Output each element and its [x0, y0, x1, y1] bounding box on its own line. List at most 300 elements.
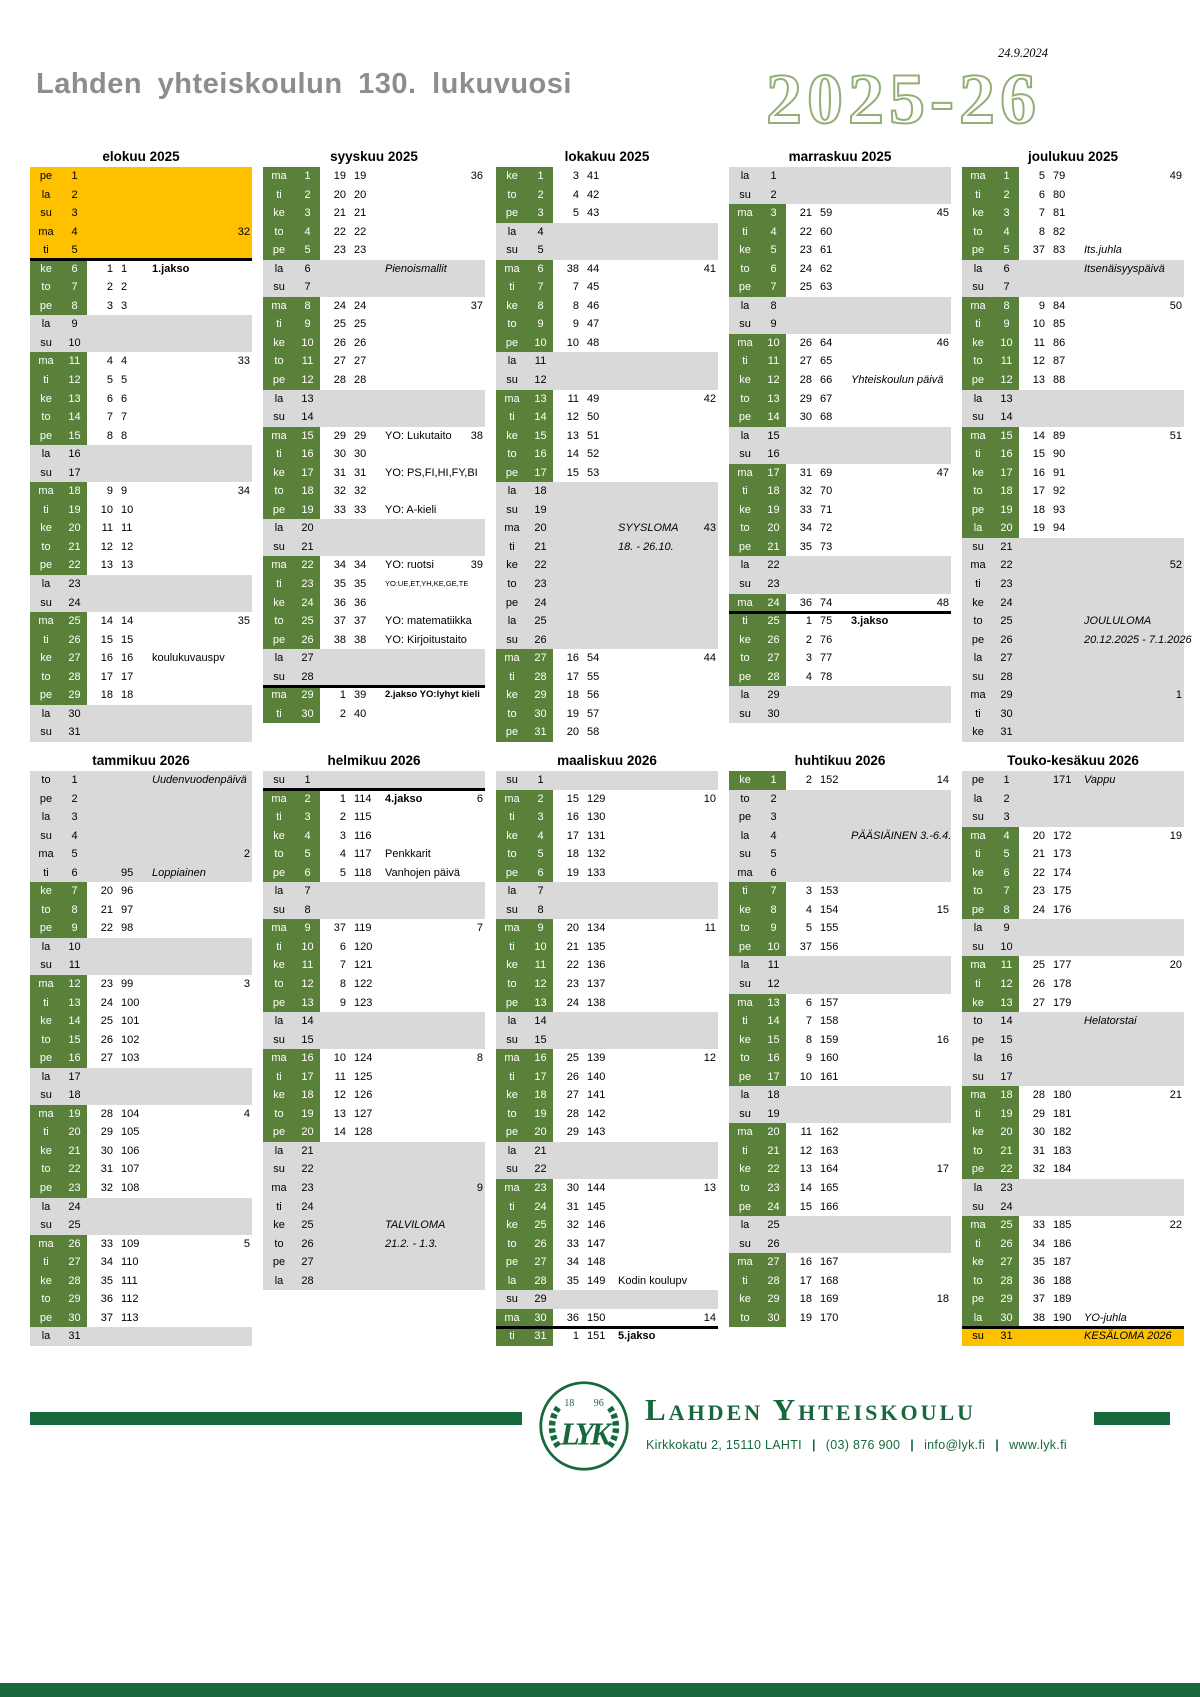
cumulative-day-count: 91	[1053, 466, 1066, 479]
period-day-count: 1	[339, 689, 346, 702]
cumulative-day-count	[1046, 1327, 1080, 1346]
week-number	[461, 649, 485, 668]
period-day-count	[320, 538, 347, 557]
calendar-day-row	[962, 771, 1184, 790]
day-note	[614, 241, 694, 260]
week-number: 9	[476, 1182, 483, 1195]
calendar-day-row	[496, 1160, 718, 1179]
day-number: 4	[71, 829, 78, 842]
day-note	[847, 686, 927, 705]
calendar-day-row	[30, 723, 252, 742]
cumulative-day-count	[580, 575, 614, 594]
day-abbrev: ti	[496, 938, 528, 957]
calendar-day-row	[962, 864, 1184, 883]
day-number: 5	[295, 241, 320, 260]
calendar-day-row	[263, 371, 485, 390]
cumulative-day-count: 177	[1053, 959, 1072, 972]
cumulative-day-count	[347, 1216, 381, 1235]
period-day-count: 36	[333, 596, 346, 609]
calendar-day-row	[30, 808, 252, 827]
day-number: 24	[68, 1200, 81, 1213]
period-day-count	[1019, 538, 1046, 557]
cumulative-day-count: 53	[587, 466, 600, 479]
cumulative-day-count: 42	[587, 188, 600, 201]
calendar-day-row	[30, 1086, 252, 1105]
week-number	[1160, 501, 1184, 520]
day-abbrev: to	[263, 482, 295, 501]
week-number	[228, 1049, 252, 1068]
day-note	[148, 938, 228, 957]
day-abbrev: la	[41, 578, 51, 591]
calendar-day-row	[496, 204, 718, 223]
day-number: 28	[761, 668, 786, 687]
day-abbrev: ti	[263, 445, 295, 464]
day-note	[847, 901, 927, 920]
day-abbrev: ti	[962, 845, 994, 864]
period-day-count	[1019, 668, 1046, 687]
period-day-count: 12	[799, 1144, 812, 1157]
period-day-count	[1019, 408, 1046, 427]
day-note	[847, 1031, 927, 1050]
calendar-day-row	[729, 649, 951, 668]
day-abbrev: pe	[729, 1068, 761, 1087]
day-note	[614, 771, 694, 790]
calendar-day-row	[496, 919, 718, 938]
day-abbrev: pe	[263, 1123, 295, 1142]
cumulative-day-count: 106	[121, 1144, 140, 1157]
day-abbrev: su	[273, 1163, 285, 1176]
day-note	[614, 705, 694, 724]
week-number	[1160, 808, 1184, 827]
period-day-count: 26	[100, 1033, 113, 1046]
day-number: 16	[528, 1049, 553, 1068]
day-note	[148, 827, 228, 846]
day-number: 16	[295, 1049, 320, 1068]
period-day-count	[320, 1235, 347, 1254]
calendar-day-row	[30, 594, 252, 613]
cumulative-day-count	[580, 1142, 614, 1161]
day-number: 8	[537, 903, 544, 916]
day-note	[148, 315, 228, 334]
day-number: 3	[295, 204, 320, 223]
day-number: 29	[295, 686, 320, 705]
day-abbrev: ma	[30, 482, 62, 501]
day-note	[1080, 956, 1160, 975]
period-day-count: 28	[566, 1107, 579, 1120]
cumulative-day-count: 101	[121, 1015, 140, 1028]
day-abbrev: ti	[962, 1235, 994, 1254]
calendar-day-row	[496, 938, 718, 957]
day-abbrev: la	[41, 448, 51, 461]
period-day-count	[1019, 1327, 1046, 1346]
calendar-day-row	[263, 1253, 485, 1272]
day-note: Vanhojen päivä	[385, 866, 461, 879]
calendar-day-row	[30, 1253, 252, 1272]
calendar-day-row	[729, 845, 951, 864]
period-day-count	[1019, 1198, 1046, 1217]
cumulative-day-count	[347, 649, 381, 668]
day-number: 17	[68, 1070, 81, 1083]
day-abbrev: ma	[737, 866, 753, 879]
calendar-day-row	[729, 594, 951, 613]
period-day-count: 34	[1032, 1237, 1045, 1250]
day-number: 6	[770, 866, 777, 879]
calendar-day-row	[263, 1031, 485, 1050]
period-day-count: 27	[100, 1052, 113, 1065]
cumulative-day-count	[114, 790, 148, 809]
week-number	[228, 938, 252, 957]
day-note	[1080, 1216, 1160, 1235]
day-abbrev: ti	[43, 244, 49, 257]
calendar-day-row	[30, 1235, 252, 1254]
week-number	[228, 668, 252, 687]
calendar-day-row	[962, 241, 1184, 260]
day-number: 10	[295, 938, 320, 957]
cumulative-day-count: 41	[587, 170, 600, 182]
day-abbrev: to	[30, 408, 62, 427]
period-day-count	[553, 901, 580, 920]
calendar-day-row	[496, 845, 718, 864]
calendar-day-row	[263, 975, 485, 994]
period-day-count: 13	[333, 1107, 346, 1120]
day-abbrev: to	[729, 1309, 761, 1328]
day-abbrev: to	[30, 1290, 62, 1309]
week-number	[228, 445, 252, 464]
day-note	[614, 1216, 694, 1235]
period-day-count	[553, 1031, 580, 1050]
day-abbrev: su	[739, 978, 751, 991]
period-day-count	[1019, 390, 1046, 409]
day-number: 20	[62, 519, 87, 538]
period-day-count: 19	[566, 707, 579, 720]
calendar-day-row	[729, 427, 951, 446]
period-day-count: 9	[572, 318, 579, 331]
day-note	[1080, 668, 1160, 687]
calendar-day-row	[729, 1216, 951, 1235]
day-number: 6	[994, 864, 1019, 883]
period-day-count	[87, 464, 114, 483]
period-day-count: 21	[1032, 848, 1045, 861]
day-number: 15	[761, 1031, 786, 1050]
day-abbrev: la	[507, 355, 517, 368]
day-abbrev: ti	[30, 371, 62, 390]
day-note	[1080, 1253, 1160, 1272]
day-note	[614, 631, 694, 650]
day-number: 8	[62, 901, 87, 920]
week-number	[228, 556, 252, 575]
day-note	[847, 938, 927, 957]
day-note	[381, 975, 461, 994]
calendar-day-row	[263, 808, 485, 827]
period-day-count	[553, 501, 580, 520]
cumulative-day-count	[347, 1179, 381, 1198]
cumulative-day-count: 184	[1053, 1163, 1072, 1176]
week-number: 19	[1169, 829, 1182, 842]
day-note	[381, 1012, 461, 1031]
calendar-day-row	[30, 1290, 252, 1309]
cumulative-day-count: 145	[587, 1200, 606, 1213]
day-abbrev: su	[739, 578, 751, 591]
day-abbrev: ke	[962, 464, 994, 483]
day-number: 4	[528, 827, 553, 846]
day-abbrev: su	[506, 1293, 518, 1306]
day-note	[614, 975, 694, 994]
week-number	[461, 845, 485, 864]
day-number: 6	[62, 260, 87, 279]
period-day-count: 15	[566, 466, 579, 479]
day-number: 19	[994, 1105, 1019, 1124]
week-number	[1160, 575, 1184, 594]
day-abbrev: la	[973, 1052, 983, 1065]
day-note	[1080, 994, 1160, 1013]
calendar-day-row	[729, 686, 951, 705]
day-note	[148, 241, 228, 260]
day-abbrev: ti	[263, 938, 295, 957]
calendar-day-row	[30, 556, 252, 575]
week-number	[461, 445, 485, 464]
period-day-count	[320, 1031, 347, 1050]
week-number	[461, 1235, 485, 1254]
cumulative-day-count: 151	[587, 1330, 606, 1343]
cumulative-day-count	[114, 1068, 148, 1087]
week-number: 14	[936, 774, 949, 786]
day-abbrev: ke	[729, 771, 761, 790]
period-day-count: 35	[1032, 1256, 1045, 1269]
day-note	[148, 901, 228, 920]
day-note	[614, 278, 694, 297]
week-number	[461, 901, 485, 920]
week-number	[1160, 790, 1184, 809]
week-number	[927, 649, 951, 668]
calendar-day-row	[263, 790, 485, 809]
cumulative-day-count	[1046, 278, 1080, 297]
calendar-day-row	[962, 1327, 1184, 1346]
period-day-count: 16	[1032, 466, 1045, 479]
cumulative-day-count: 60	[820, 225, 833, 238]
period-day-count: 15	[799, 1200, 812, 1213]
day-note	[381, 315, 461, 334]
day-note	[847, 1049, 927, 1068]
day-number: 24	[1000, 1200, 1013, 1213]
week-number	[1160, 771, 1184, 790]
day-number: 26	[994, 1235, 1019, 1254]
calendar-day-row	[263, 1105, 485, 1124]
week-number	[694, 1031, 718, 1050]
period-day-count	[320, 1216, 347, 1235]
footer-rule-left	[30, 1412, 522, 1425]
period-day-count: 30	[100, 1144, 113, 1157]
week-number	[228, 649, 252, 668]
calendar-day-row	[729, 408, 951, 427]
day-abbrev: to	[30, 1031, 62, 1050]
cumulative-day-count	[114, 1327, 148, 1346]
period-day-count: 16	[799, 1256, 812, 1269]
day-number: 21	[994, 1142, 1019, 1161]
cumulative-day-count: 66	[820, 374, 833, 387]
day-number: 31	[68, 726, 81, 739]
cumulative-day-count: 158	[820, 1015, 839, 1028]
calendar-day-row	[496, 1216, 718, 1235]
week-number	[228, 864, 252, 883]
calendar-day-row	[263, 445, 485, 464]
week-number: 49	[1169, 170, 1182, 182]
period-day-count: 24	[566, 996, 579, 1009]
day-note	[1080, 408, 1160, 427]
period-day-count	[553, 882, 580, 901]
day-abbrev: pe	[729, 278, 761, 297]
day-number: 3	[528, 808, 553, 827]
week-number: 36	[470, 170, 483, 182]
period-day-count: 31	[566, 1200, 579, 1213]
day-note	[614, 464, 694, 483]
day-note	[1080, 1272, 1160, 1291]
calendar-day-row	[263, 390, 485, 409]
day-number: 24	[1000, 596, 1013, 609]
week-number	[927, 1049, 951, 1068]
calendar-day-row	[962, 260, 1184, 279]
calendar-day-row	[496, 445, 718, 464]
cumulative-day-count: 50	[587, 411, 600, 424]
day-note	[614, 919, 694, 938]
cumulative-day-count: 64	[820, 336, 833, 349]
day-abbrev: la	[274, 522, 284, 535]
day-number: 24	[528, 1198, 553, 1217]
week-number	[927, 1179, 951, 1198]
day-number: 14	[62, 1012, 87, 1031]
day-note: YO: Kirjoitustaito	[385, 633, 467, 646]
cumulative-day-count: 136	[587, 959, 606, 972]
day-note	[614, 334, 694, 353]
week-number: 52	[1169, 559, 1182, 572]
calendar-day-row	[496, 501, 718, 520]
calendar-day-row	[496, 278, 718, 297]
day-note	[614, 575, 694, 594]
calendar-day-row	[729, 1272, 951, 1291]
cumulative-day-count: 147	[587, 1237, 606, 1250]
cumulative-day-count: 135	[587, 940, 606, 953]
cumulative-day-count: 108	[121, 1182, 140, 1195]
period-day-count	[553, 1290, 580, 1309]
week-number	[228, 882, 252, 901]
day-abbrev: pe	[729, 538, 761, 557]
calendar-day-row	[30, 994, 252, 1013]
week-number	[1160, 1068, 1184, 1087]
cumulative-day-count: 30	[354, 448, 367, 461]
period-day-count: 35	[333, 578, 346, 591]
day-note	[614, 1198, 694, 1217]
day-note	[1080, 808, 1160, 827]
week-number	[694, 827, 718, 846]
day-abbrev: ma	[30, 975, 62, 994]
day-abbrev: la	[274, 652, 284, 665]
cumulative-day-count	[1046, 631, 1080, 650]
day-note	[148, 723, 228, 742]
period-day-count	[87, 956, 114, 975]
day-note	[1080, 1068, 1160, 1087]
period-day-count	[1019, 631, 1046, 650]
week-number	[694, 1105, 718, 1124]
week-number	[472, 612, 496, 631]
week-number: 35	[237, 615, 250, 628]
cumulative-day-count	[1046, 612, 1080, 631]
calendar-day-row	[30, 371, 252, 390]
day-note	[847, 1253, 927, 1272]
day-note	[614, 612, 694, 631]
week-number	[694, 1272, 718, 1291]
week-number	[694, 975, 718, 994]
period-day-count	[1019, 686, 1046, 705]
day-abbrev: ti	[276, 1200, 282, 1213]
cumulative-day-count: 15	[121, 633, 134, 646]
cumulative-day-count: 81	[1053, 207, 1066, 220]
period-day-count: 19	[799, 1311, 812, 1324]
day-note: Its.juhla	[1084, 244, 1122, 257]
period-day-count	[553, 352, 580, 371]
day-abbrev: ke	[263, 464, 295, 483]
day-abbrev: ke	[729, 241, 761, 260]
day-abbrev: to	[263, 612, 295, 631]
calendar-day-row	[962, 445, 1184, 464]
day-number: 11	[994, 352, 1019, 371]
day-note: KESÄLOMA 2026	[1084, 1330, 1172, 1343]
cumulative-day-count: 70	[820, 485, 833, 498]
day-abbrev: ma	[729, 994, 761, 1013]
week-number: 47	[936, 466, 949, 479]
calendar-day-row	[496, 1253, 718, 1272]
calendar-day-row	[496, 631, 718, 650]
day-abbrev: ke	[962, 204, 994, 223]
day-note: 5.jakso	[618, 1330, 656, 1343]
calendar-day-row	[496, 1123, 718, 1142]
day-note	[148, 994, 228, 1013]
period-day-count: 15	[1032, 448, 1045, 461]
calendar-day-row	[496, 864, 718, 883]
calendar-day-row	[962, 315, 1184, 334]
day-number: 1	[71, 170, 78, 182]
day-number: 28	[62, 668, 87, 687]
period-day-count	[1019, 612, 1046, 631]
cumulative-day-count: 40	[354, 707, 367, 720]
day-note	[148, 1105, 228, 1124]
week-number	[228, 538, 252, 557]
cumulative-day-count: 39	[354, 689, 367, 702]
period-day-count	[320, 1198, 347, 1217]
day-note	[1080, 723, 1160, 742]
week-number	[694, 956, 718, 975]
calendar-day-row	[30, 827, 252, 846]
day-abbrev: to	[30, 901, 62, 920]
month-column	[30, 146, 252, 742]
cumulative-day-count: 7	[121, 411, 128, 424]
week-number	[927, 352, 951, 371]
cumulative-day-count: 54	[587, 652, 600, 665]
calendar-day-row	[496, 575, 718, 594]
day-abbrev: ma	[496, 1309, 528, 1328]
day-abbrev: ke	[496, 297, 528, 316]
day-abbrev: to	[729, 519, 761, 538]
day-note	[614, 408, 694, 427]
cumulative-day-count	[1046, 408, 1080, 427]
cumulative-day-count: 20	[354, 188, 367, 201]
cumulative-day-count: 74	[820, 596, 833, 609]
week-number: 7	[476, 922, 483, 935]
day-note	[614, 1235, 694, 1254]
cumulative-day-count: 105	[121, 1126, 140, 1139]
calendar-day-row	[496, 956, 718, 975]
period-day-count	[786, 297, 813, 316]
calendar-day-row	[729, 1179, 951, 1198]
period-day-count: 20	[566, 726, 579, 739]
